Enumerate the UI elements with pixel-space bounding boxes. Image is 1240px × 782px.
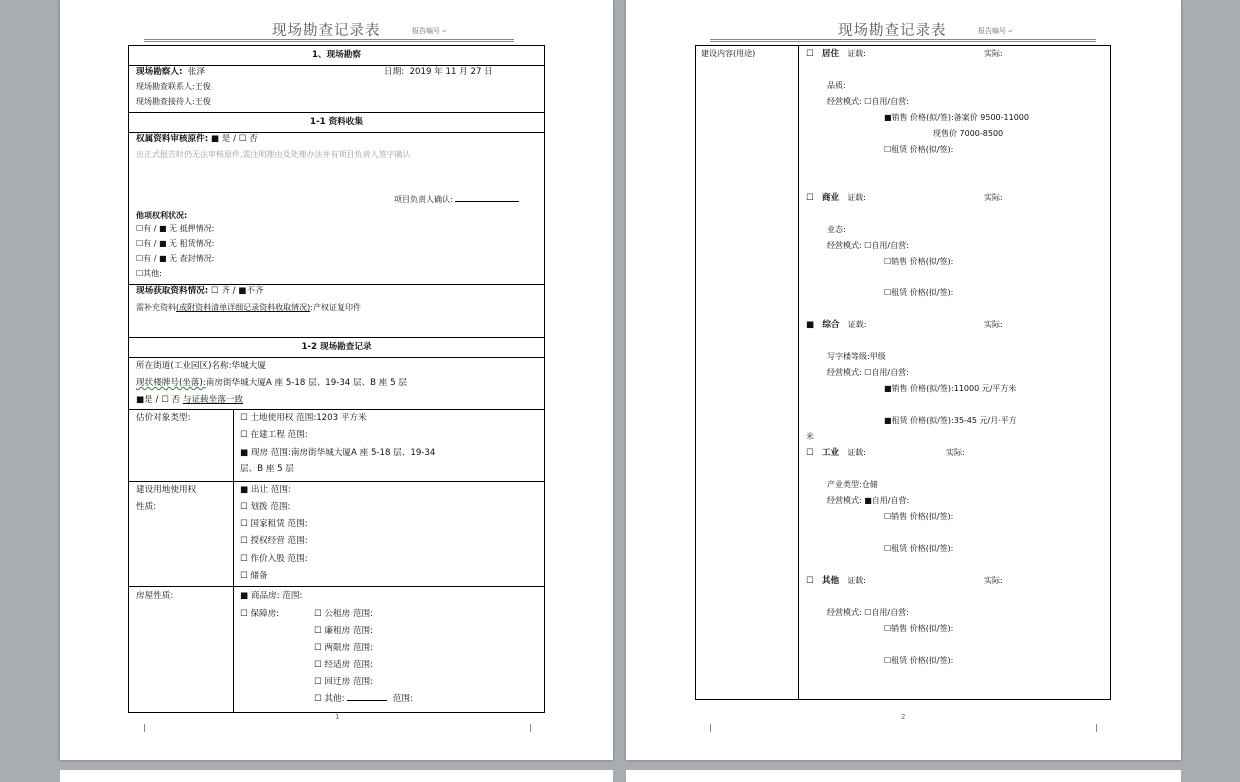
seizure-row: ☐有 / ■ 无 查封情况: — [136, 254, 215, 263]
industrial-actual: 实际: — [946, 448, 965, 457]
inspector-row: 现场勘察人: 张泽 — [136, 67, 206, 77]
reception-row: 现场勘查接待人:王俊 — [136, 97, 211, 106]
land-equity-option: ☐ 作价入股 范围: — [240, 554, 308, 564]
target-existing-option: ■ 现房 范围:南房街华城大厦A 座 5-18 层、19-34 — [240, 448, 436, 458]
land-transfer-option: ■ 出让 范围: — [240, 485, 291, 495]
header-rule — [710, 39, 1096, 40]
house-resettlement-option: ☐ 回迁房 范围: — [314, 677, 374, 687]
industry-type: 产业类型:仓储 — [827, 480, 878, 489]
commercial-rent: ☐租赁 价格(拟/签): — [884, 288, 954, 297]
industrial-rent: ☐租赁 价格(拟/签): — [884, 544, 954, 553]
target-land-option: ☐ 土地使用权 范围:1203 平方米 — [240, 413, 367, 423]
page-number: 2 — [901, 713, 906, 721]
mixed-rent-cont: 米 — [806, 432, 814, 441]
mixed-rent: ■租赁 价格(拟/签):35-45 元/月·平方 — [884, 416, 1017, 425]
land-state-lease-option: ☐ 国家租赁 范围: — [240, 519, 308, 529]
document-page-2 — [626, 0, 1181, 760]
residential-sale-current: 现售价 7000-8500 — [933, 129, 1004, 138]
industrial-sale: ☐销售 价格(拟/签): — [884, 512, 954, 521]
document-page-1 — [60, 0, 613, 760]
residential-sale: ■销售 价格(拟/签):备案价 9500-11000 — [884, 113, 1029, 122]
section-1-1-title: 1-1 资料收集 — [310, 117, 363, 127]
report-number-label: 报告编号 ↵ — [412, 27, 448, 35]
other-row: ☐其他: — [136, 269, 162, 278]
other-use-mode: 经营模式: ☐自用/自营: — [827, 608, 909, 617]
target-construction-option: ☐ 在建工程 范围: — [240, 430, 308, 440]
land-right-label-2: 性质: — [136, 502, 157, 512]
page-number: 1 — [335, 713, 340, 721]
pm-confirm-row: 项目负责人确认: — [394, 194, 519, 206]
house-economic-option: ☐ 经适房 范围: — [314, 660, 374, 670]
header-rule — [144, 41, 514, 42]
house-other-option: ☐ 其他: 范围: — [314, 694, 413, 704]
document-page-3-edge — [60, 770, 613, 782]
section-1-2-title: 1-2 现场勘查记录 — [301, 342, 372, 352]
section-1-title: 1、现场勘察 — [312, 50, 361, 60]
industrial-mode: 经营模式: ■自用/自营: — [827, 496, 910, 505]
document-title: 现场勘查记录表 — [272, 23, 381, 39]
other-rights-label: 他项权利状况: — [136, 211, 188, 220]
consistency-row: ■是 / ☐ 否 与证载坐落一致 — [136, 395, 244, 405]
docs-row: 现场获取资料情况: ☐ 齐 / ■不齐 — [136, 286, 264, 296]
contact-row: 现场勘查联系人:王俊 — [136, 82, 211, 91]
mixed-actual: 实际: — [984, 320, 1003, 329]
commercial-sale: ☐销售 价格(拟/签): — [884, 257, 954, 266]
land-reserve-option: ☐ 储备 — [240, 571, 268, 581]
document-page-4-edge — [626, 770, 1181, 782]
other-use-option: ☐ 其他 证载: — [806, 576, 867, 586]
date-row: 日期: 2019 年 11 月 27 日 — [384, 67, 493, 77]
header-rule — [710, 41, 1096, 42]
land-allocation-option: ☐ 划拨 范围: — [240, 502, 291, 512]
land-authorized-option: ☐ 授权经营 范围: — [240, 536, 308, 546]
industrial-option: ☐ 工业 证载: — [806, 448, 867, 458]
commercial-option: ☐ 商业 证载: — [806, 193, 867, 203]
commercial-actual: 实际: — [984, 193, 1003, 202]
other-use-sale: ☐销售 价格(拟/签): — [884, 624, 954, 633]
lease-row: ☐有 / ■ 无 租赁情况: — [136, 239, 215, 248]
office-grade: 写字楼等级:甲级 — [827, 352, 886, 361]
house-commodity-option: ■ 商品房: 范围: — [240, 591, 303, 601]
house-affordable-option: ☐ 保障房: — [240, 609, 280, 619]
supplement-row: 需补充资料(或附资料清单详细记录资料收取情况):产权证复印件 — [136, 303, 361, 312]
mixed-sale: ■销售 价格(拟/签):11000 元/平方米 — [884, 384, 1017, 393]
report-number-label: 报告编号 ↵ — [978, 27, 1014, 35]
target-existing-cont: 层、B 座 5 层 — [240, 464, 294, 474]
ownership-note: 出正式报告时仍无法审核原件,需注明理由及处理办法并有项目负责人签字确认 — [136, 150, 411, 159]
header-rule — [144, 39, 514, 40]
commercial-mode: 经营模式: ☐自用/自营: — [827, 241, 909, 250]
other-use-rent: ☐租赁 价格(拟/签): — [884, 656, 954, 665]
mixed-mode: 经营模式: ☐自用/自营: — [827, 368, 909, 377]
document-title: 现场勘查记录表 — [838, 23, 947, 39]
land-right-label: 建设用地使用权 — [136, 485, 197, 495]
street-row: 所在街道(工业园区)名称:华城大厦 — [136, 361, 266, 371]
residential-quality: 品质: — [827, 81, 846, 90]
house-price-limited-option: ☐ 两限房 范围: — [314, 643, 374, 653]
house-low-rent-option: ☐ 廉租房 范围: — [314, 626, 374, 636]
residential-rent: ☐租赁 价格(拟/签): — [884, 145, 954, 154]
commercial-format: 业态: — [827, 225, 846, 234]
mortgage-row: ☐有 / ■ 无 抵押情况: — [136, 224, 215, 233]
residential-mode: 经营模式: ☐自用/自营: — [827, 97, 909, 106]
location-row: 现状楼牌号(坐落):南房街华城大厦A 座 5-18 层、19-34 层、B 座 5 层 — [136, 378, 407, 388]
target-type-label: 估价对象类型: — [136, 413, 191, 423]
house-nature-label: 房屋性质: — [136, 591, 174, 601]
residential-option: ☐ 居住 证载: — [806, 49, 867, 59]
usage-label: 建设内容(用途) — [701, 49, 756, 58]
ownership-row: 权属资料审核原件: ■ 是 / ☐ 否 — [136, 134, 258, 144]
residential-actual: 实际: — [984, 49, 1003, 58]
other-use-actual: 实际: — [984, 576, 1003, 585]
house-public-rental-option: ☐ 公租房 范围: — [314, 609, 374, 619]
mixed-option: ■ 综合 证载: — [806, 320, 867, 330]
